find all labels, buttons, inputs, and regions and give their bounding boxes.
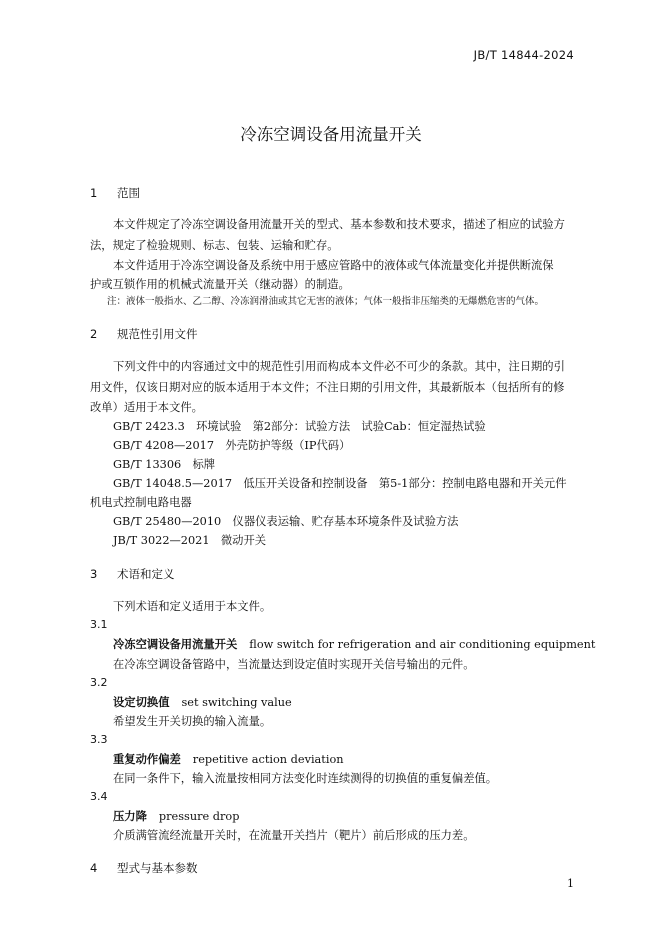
section-number: 1: [90, 186, 98, 200]
paragraph-line: 下列术语和定义适用于本文件。: [113, 600, 272, 613]
section-number: 3: [90, 567, 98, 581]
paragraph-line: 本文件适用于冷冻空调设备及系统中用于感应管路中的液体或气体流量变化并提供断流保: [113, 259, 554, 272]
term-definition: 在冷冻空调设备管路中，当流量达到设定值时实现开关信号输出的元件。: [113, 658, 475, 671]
paragraph-line: 护或互锁作用的机械式流量开关（继动器）的制造。: [90, 278, 350, 291]
term-en: repetitive action deviation: [192, 753, 344, 766]
term-number: 3.2: [90, 676, 108, 689]
paragraph-line: 用文件，仅该日期对应的版本适用于本文件；不注日期的引用文件，其最新版本（包括所有的修: [90, 381, 565, 394]
term-definition: 介质满管流经流量开关时，在流量开关挡片（靶片）前后形成的压力差。: [113, 829, 475, 842]
paragraph-line: 改单）适用于本文件。: [90, 401, 203, 414]
reference-item: JB/T 3022—2021 微动开关: [113, 534, 267, 547]
term-entry: [113, 751, 344, 767]
term-definition: 在同一条件下，输入流量按相同方法变化时连续测得的切换值的重复偏差值。: [113, 772, 498, 785]
reference-item: GB/T 13306 标牌: [113, 458, 216, 471]
reference-item: GB/T 14048.5—2017 低压开关设备和控制设备 第5-1部分：控制电路电器和开关元件: [113, 477, 567, 490]
term-en: pressure drop: [158, 810, 240, 823]
scope-note: 注：液体一般指水、乙二醇、冷冻润滑油或其它无害的液体；气体一般指非压缩类的无爆燃危害的气体。: [107, 296, 545, 307]
section-title: 范围: [117, 186, 140, 200]
term-zh: 冷冻空调设备用流量开关: [113, 638, 238, 651]
section-title: 型式与基本参数: [117, 861, 198, 875]
term-zh: 重复动作偏差: [113, 753, 181, 766]
paragraph-line: 下列文件中的内容通过文中的规范性引用而构成本文件必不可少的条款。其中，注日期的引: [113, 360, 565, 373]
section-1-heading: [90, 185, 140, 201]
term-entry: [113, 808, 239, 824]
page-number: 1: [567, 877, 574, 890]
document-title: 冷冻空调设备用流量开关: [240, 125, 422, 144]
reference-item: GB/T 4208—2017 外壳防护等级（IP代码）: [113, 439, 351, 452]
term-en: set switching value: [181, 696, 292, 709]
term-entry: [113, 694, 292, 710]
section-3-heading: [90, 566, 175, 582]
reference-item: GB/T 25480—2010 仪器仪表运输、贮存基本环境条件及试验方法: [113, 515, 459, 528]
section-number: 2: [90, 327, 98, 341]
paragraph-line: 法，规定了检验规则、标志、包装、运输和贮存。: [90, 239, 339, 252]
reference-item-continuation: 机电式控制电路电器: [90, 496, 192, 509]
term-number: 3.4: [90, 790, 108, 803]
term-entry: [113, 636, 595, 652]
term-zh: 压力降: [113, 810, 147, 823]
term-number: 3.3: [90, 733, 108, 746]
section-4-heading: [90, 860, 198, 876]
term-zh: 设定切换值: [113, 696, 170, 709]
section-2-heading: [90, 326, 198, 342]
standard-code: JB/T 14844-2024: [473, 48, 574, 62]
term-definition: 希望发生开关切换的输入流量。: [113, 715, 272, 728]
term-en: flow switch for refrigeration and air conditioning equipment: [249, 638, 596, 651]
paragraph-line: 本文件规定了冷冻空调设备用流量开关的型式、基本参数和技术要求，描述了相应的试验方: [113, 218, 565, 231]
term-number: 3.1: [90, 618, 108, 631]
section-title: 术语和定义: [117, 567, 175, 581]
section-number: 4: [90, 861, 98, 875]
section-title: 规范性引用文件: [117, 327, 198, 341]
reference-item: GB/T 2423.3 环境试验 第2部分：试验方法 试验Cab：恒定湿热试验: [113, 420, 486, 433]
